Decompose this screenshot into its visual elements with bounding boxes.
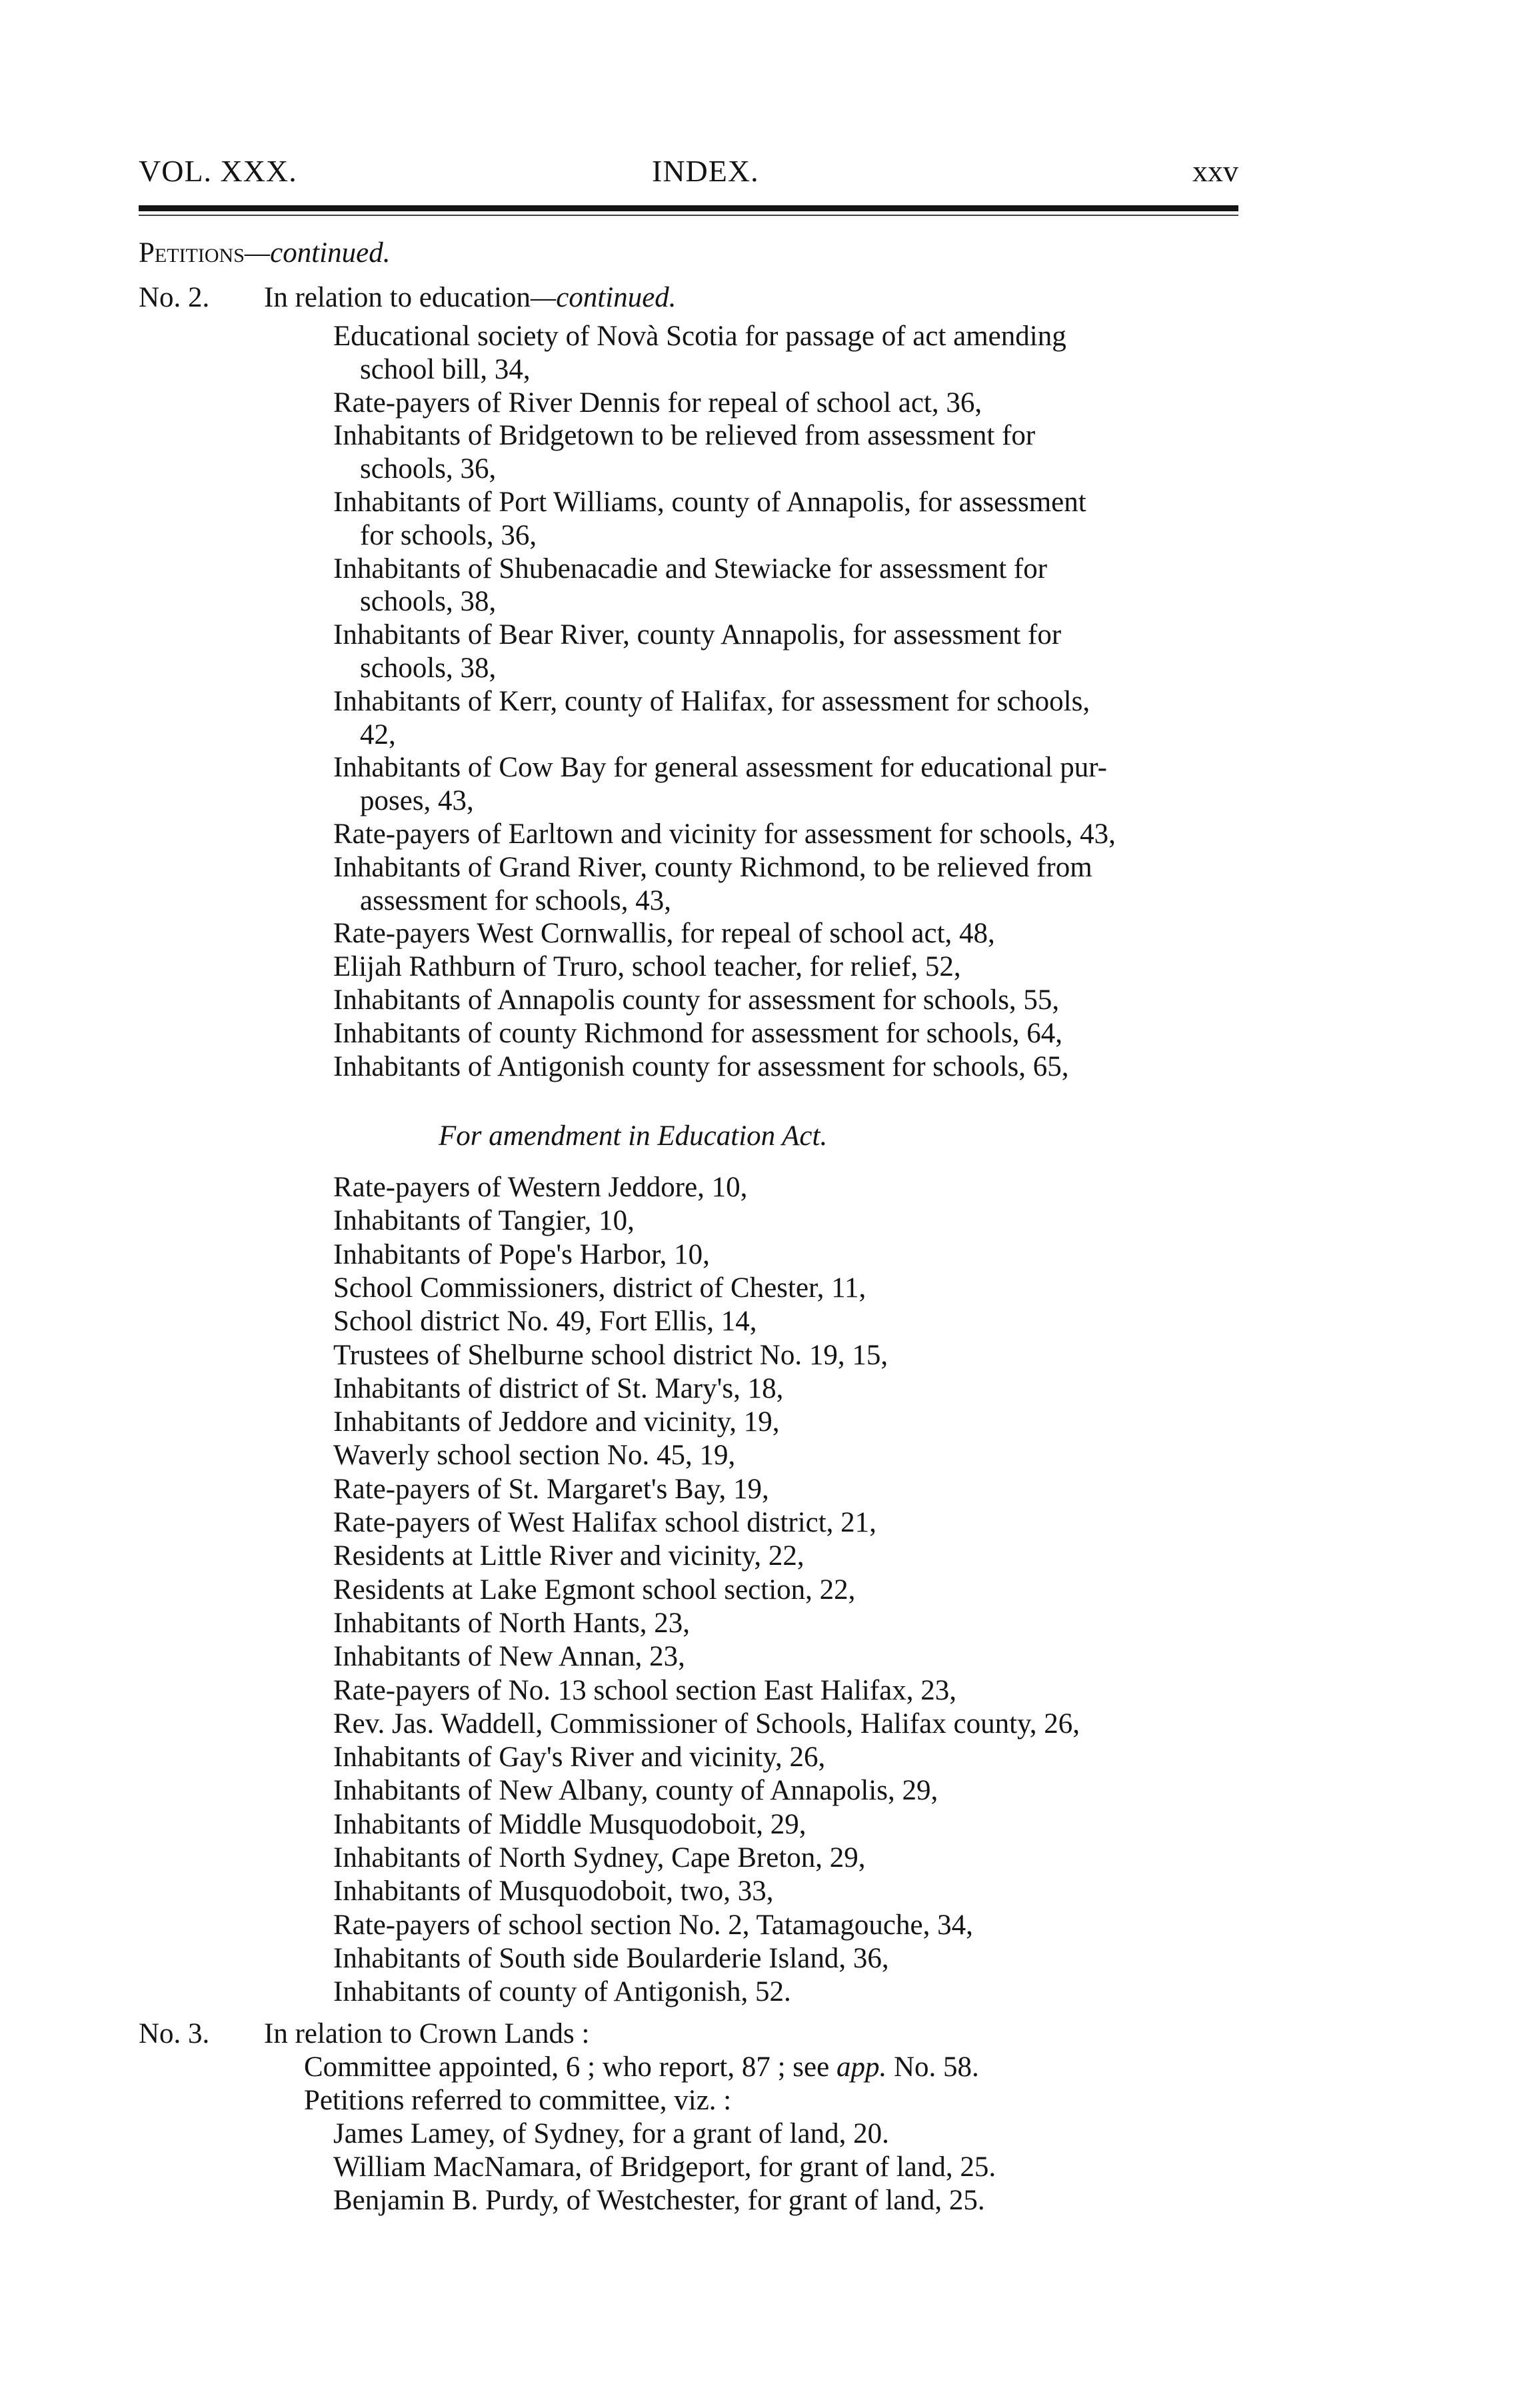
no3-heading: In relation to Crown Lands : [264, 2018, 590, 2049]
crown-land-entry-line: James Lamey, of Sydney, for a grant of land, 20. [333, 2118, 889, 2149]
amendment-subheading [439, 1122, 827, 1150]
amendment-entry-line: Inhabitants of Pope's Harbor, 10, [333, 1238, 710, 1270]
committee-text: Committee appointed, 6 ; who report, 87 ; see [304, 2051, 836, 2083]
education-entry-line: 42, [360, 718, 396, 750]
education-entry-line: schools, 38, [360, 586, 497, 618]
appendix-number: No. 58. [886, 2051, 979, 2083]
amendment-entry-line: Waverly school section No. 45, 19, [333, 1440, 736, 1472]
crown-land-entry-line: William MacNamara, of Bridgeport, for grant of land, 25. [333, 2151, 996, 2183]
amendment-entry-line: Inhabitants of North Hants, 23, [333, 1607, 691, 1639]
amendment-entry-line: Inhabitants of district of St. Mary's, 18, [333, 1372, 784, 1404]
no2-number: No. 2. [139, 282, 210, 313]
education-entry-line: Inhabitants of Bear River, county Annapolis, for assessment for [333, 619, 1062, 651]
education-entry-line: Rate-payers of Earltown and vicinity for assessment for schools, 43, [333, 818, 1116, 850]
amendment-entry-line: Rate-payers of No. 13 school section East Halifax, 23, [333, 1674, 956, 1706]
education-entry-line: Inhabitants of Port Williams, county of Annapolis, for assessment [333, 487, 1086, 518]
education-entry-line: Inhabitants of Shubenacadie and Stewiacke for assessment for [333, 553, 1048, 585]
education-entry-line: Inhabitants of Bridgetown to be relieved from assessment for [333, 420, 1036, 452]
education-entry-line: Rate-payers of River Dennis for repeal of school act, 36, [333, 387, 982, 419]
page-header [139, 153, 1238, 200]
no3-number: No. 3. [139, 2018, 210, 2049]
education-entry-line: Rate-payers West Cornwallis, for repeal of school act, 48, [333, 918, 995, 950]
education-entry-line: Inhabitants of Cow Bay for general assessment for educational pur- [333, 752, 1107, 784]
header-rule-thick [139, 205, 1238, 211]
amendment-entry-line: Inhabitants of Gay's River and vicinity, 26, [333, 1742, 826, 1774]
amendment-entry-line: Rate-payers of Western Jeddore, 10, [333, 1172, 748, 1203]
volume-label: VOL. XXX. [139, 154, 297, 188]
amendment-entry-line: Trustees of Shelburne school district No. 19, 15, [333, 1339, 888, 1371]
education-entry-line: schools, 38, [360, 652, 497, 684]
no2-heading-text: In relation to education [264, 282, 531, 313]
amendment-entry-line: School Commissioners, district of Chester, 11, [333, 1272, 866, 1304]
amendment-entry-line: Inhabitants of South side Boularderie Island, 36, [333, 1942, 889, 1974]
committee-line [304, 2053, 979, 2081]
education-entry-line: Educational society of Novà Scotia for passage of act amending [333, 321, 1066, 352]
education-entry-line: Inhabitants of Grand River, county Richmond, to be relieved from [333, 851, 1092, 883]
header-rule-thin [139, 215, 1238, 216]
no2-heading [264, 283, 677, 312]
education-entry-line: Inhabitants of Antigonish county for assessment for schools, 65, [333, 1050, 1069, 1082]
amendment-entry-line: Rate-payers of school section No. 2, Tatamagouche, 34, [333, 1909, 973, 1941]
page-number: xxv [1192, 154, 1238, 188]
amendment-subheading-text: For amendment in Education Act. [439, 1120, 828, 1152]
amendment-entry-line: Inhabitants of Middle Musquodoboit, 29, [333, 1808, 806, 1840]
education-entry-line: poses, 43, [360, 785, 474, 817]
crown-land-entry-line: Benjamin B. Purdy, of Westchester, for grant of land, 25. [333, 2185, 985, 2216]
education-entry-line: for schools, 36, [360, 519, 537, 551]
amendment-entry-line: Rate-payers of St. Margaret's Bay, 19, [333, 1473, 769, 1505]
amendment-entry-line: School district No. 49, Fort Ellis, 14, [333, 1306, 757, 1338]
appendix-ref: app. [836, 2051, 887, 2083]
section-continued: —continued. [244, 237, 391, 269]
amendment-entry-line: Rev. Jas. Waddell, Commissioner of Schools, Halifax county, 26, [333, 1708, 1080, 1740]
education-entry-line: Inhabitants of Kerr, county of Halifax, for assessment for schools, [333, 685, 1090, 717]
amendment-entry-line: Residents at Lake Egmont school section, 22, [333, 1574, 856, 1606]
education-entry-line: Elijah Rathburn of Truro, school teacher, for relief, 52, [333, 951, 961, 983]
amendment-entry-line: Inhabitants of county of Antigonish, 52. [333, 1976, 791, 2008]
education-entry-line: assessment for schools, 43, [360, 884, 671, 916]
education-entry-line: Inhabitants of county Richmond for assessment for schools, 64, [333, 1017, 1062, 1049]
index-title: INDEX. [652, 154, 759, 188]
amendment-entry-line: Inhabitants of Tangier, 10, [333, 1205, 635, 1237]
no2-heading-continued: —continued. [531, 282, 677, 313]
amendment-entry-line: Inhabitants of North Sydney, Cape Breton, 29, [333, 1842, 866, 1873]
education-entry-line: Inhabitants of Annapolis county for assessment for schools, 55, [333, 984, 1060, 1016]
amendment-entry-line: Rate-payers of West Halifax school district, 21, [333, 1507, 876, 1538]
amendment-entry-line: Inhabitants of New Annan, 23, [333, 1641, 685, 1673]
education-entry-line: school bill, 34, [360, 353, 531, 385]
amendment-entry-line: Inhabitants of Musquodoboit, two, 33, [333, 1875, 774, 1907]
amendment-entry-line: Inhabitants of Jeddore and vicinity, 19, [333, 1406, 780, 1438]
education-entry-line: schools, 36, [360, 453, 497, 485]
amendment-entry-line: Residents at Little River and vicinity, 22, [333, 1540, 804, 1572]
amendment-entry-line: Inhabitants of New Albany, county of Annapolis, 29, [333, 1775, 938, 1807]
section-heading [139, 239, 390, 267]
petitions-referred-line: Petitions referred to committee, viz. : [304, 2085, 732, 2116]
section-title: Petitions [139, 237, 245, 269]
